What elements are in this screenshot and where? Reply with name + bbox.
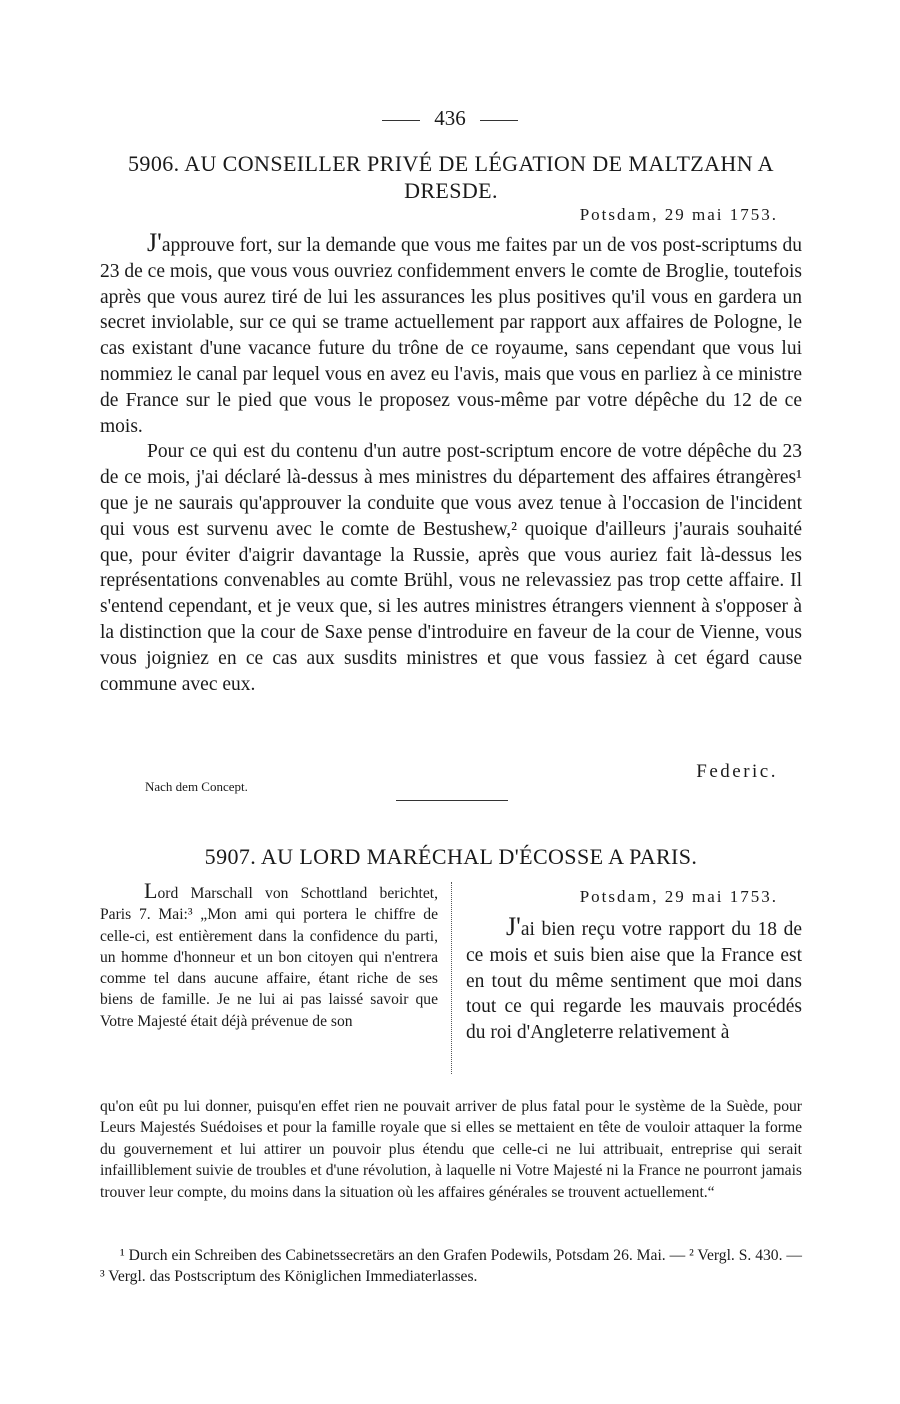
column-divider [451, 882, 452, 1074]
page-number: 436 [434, 106, 466, 130]
letter-5906-signature: Federic. [696, 761, 778, 782]
header-dash-left [382, 120, 420, 121]
section-divider [396, 800, 508, 801]
letter-5907-report-summary [100, 880, 438, 1032]
reply-text: J'ai bien reçu votre rapport du 18 de ce mois et suis bien aise que la France est en tout du même sentiment que moi dans tout ce qui regarde les mauvais procédés du roi d'Angleterre relativement à [466, 912, 802, 1044]
letter-5906-place-date: Potsdam, 29 mai 1753. [579, 205, 778, 224]
letter-5906-paragraph-2: Pour ce qui est du contenu d'un autre post-scriptum encore de votre dépêche du 23 de ce mois, j'ai déclaré là-dessus à mes ministres du département des affaires étrangères¹ que je ne saurais qu'approuver la conduite que vous avez tenue à l'occasion de l'incident qui vous est survenu avec le comte de Bestushew,² quoique d'ailleurs j'aurais souhaité que, pour éviter d'aigrir davantage la Russie, après que vous auriez fait là-dessus les représentations convenables au comte Brühl, vous ne relevassiez pas trop cette affaire. Il s'entend cependant, et je veux que, si les autres ministres étrangers viennent à s'opposer à la distinction que la cour de Saxe pense d'introduire en faveur de la cour de Vienne, vous vous joigniez en ce cas aux susdits ministres et que vous fassiez à cet égard cause commune avec eux. [100, 441, 802, 695]
letter-5906-source-note: Nach dem Concept. [145, 779, 248, 794]
page-header [0, 104, 900, 132]
report-summary-text: Lord Marschall von Schottland berichtet, Paris 7. Mai:³ „Mon ami qui portera le chiffre de celle-ci, est entièrement dans la confidence du parti, un homme d'honneur et un bon citoyen qui n'entrera comme tel dans aucune affaire, étant riche de ses biens de famille. Je ne lui ai pas laissé savoir que Votre Majesté était déjà prévenue de son [100, 878, 438, 1030]
letter-5907-place-date: Potsdam, 29 mai 1753. [579, 887, 778, 906]
letter-5907-heading: 5907. AU LORD MARÉCHAL D'ÉCOSSE A PARIS. [204, 844, 698, 869]
letter-5906-body [100, 230, 802, 697]
footnotes [100, 1245, 802, 1288]
footnotes-text: ¹ Durch ein Schreiben des Cabinetssecretärs an den Grafen Podewils, Potsdam 26. Mai. — ² Vergl. S. 430. — ³ Vergl. das Postscriptum des Königlichen Immediaterlasses. [100, 1247, 802, 1286]
letter-5907-reply [466, 914, 802, 1046]
header-dash-right [480, 120, 518, 121]
quote-continuation-text: qu'on eût pu lui donner, puisqu'en effet rien ne pouvait arriver de plus fatal pour le système de la Suède, pour Leurs Majestés Suédoises et pour la famille royale que si elles se mettaient en tête de vouloir attaquer la forme du gouvernement et lui attirer un pouvoir plus étendu que celle-ci ne lui attribuait, entreprise qui serait infailliblement suivie de troubles et d'une révolution, à laquelle ni Votre Majesté ni la France ne pourront jamais trouver leur compte, du moins dans la situation où les affaires générales se trouvent actuellement.“ [100, 1098, 802, 1201]
letter-5906-paragraph-1: J'approuve fort, sur la demande que vous me faites par un de vos post-scriptums du 23 de ce mois, que vous vous ouvriez confidemment envers le comte de Broglie, toutefois après que vous aurez tiré de lui les assurances les plus positives qu'il vous en gardera un secret inviolable, sur ce qui se trame actuellement par rapport aux affaires de Pologne, le cas existant d'une vacance future du trône de ce royaume, sans cependant que vous lui nommiez le canal par lequel vous en avez eu l'avis, mais que vous en parliez à ce ministre de France sur le pied que vous le proposez vous-même par votre dépêche du 12 de ce mois. [100, 228, 802, 437]
report-quote-continuation [100, 1096, 802, 1203]
letter-5906-heading: 5906. AU CONSEILLER PRIVÉ DE LÉGATION DE MALTZAHN A DRESDE. [128, 151, 774, 203]
